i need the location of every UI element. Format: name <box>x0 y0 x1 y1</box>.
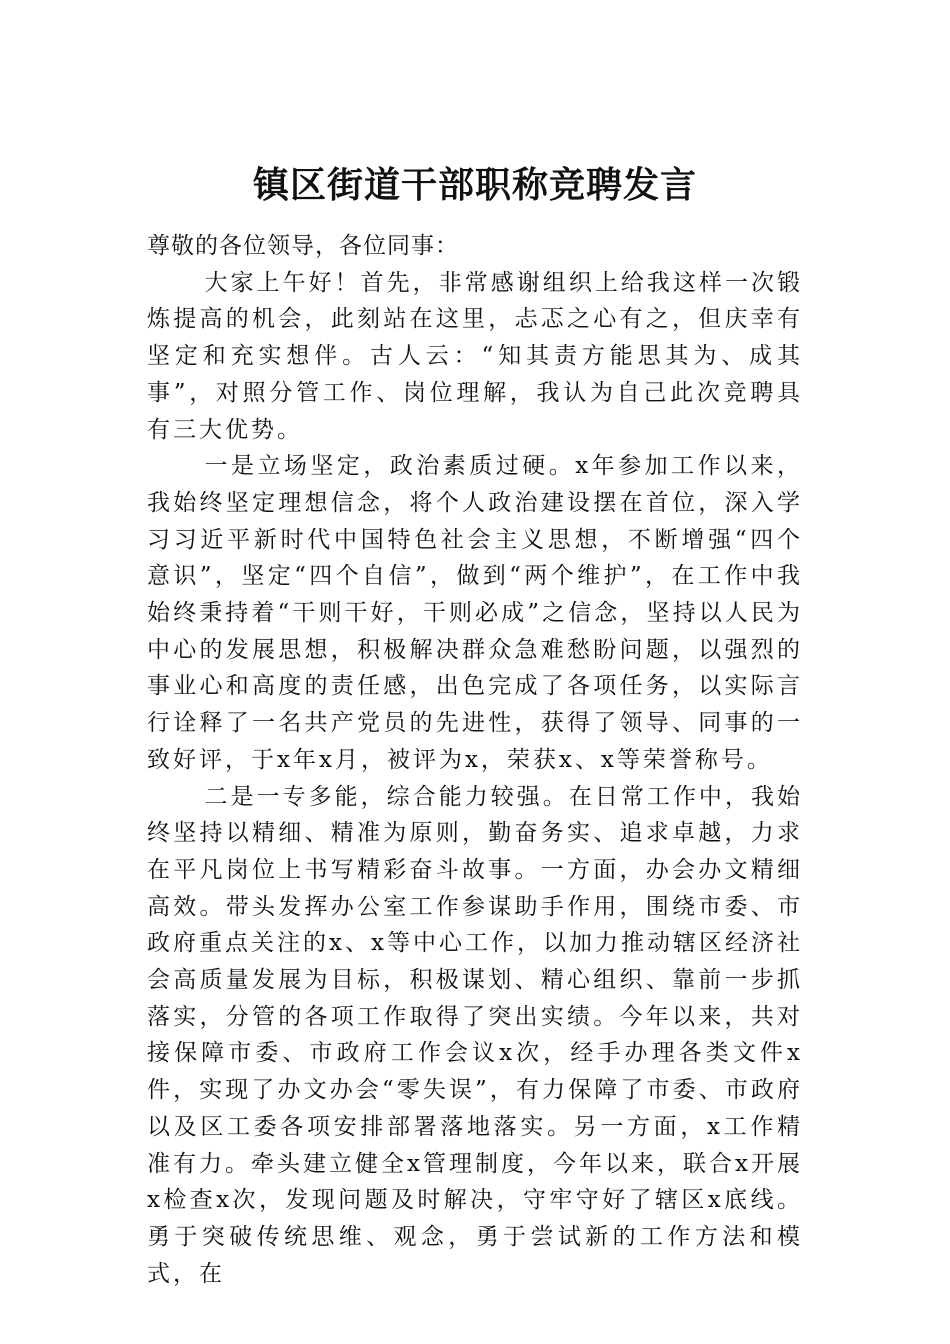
document-body <box>147 228 803 1292</box>
paragraph-political-quality: 一是立场坚定，政治素质过硬。x年参加工作以来，我始终坚定理想信念，将个人政治建设摆在首位，深入学习习近平新时代中国特色社会主义思想，不断增强“四个意识”，坚定“四个自信”，做到“两个维护”，在工作中我始终秉持着“干则干好，干则必成”之信念，坚持以人民为中心的发展思想，积极解决群众急难愁盼问题，以强烈的事业心和高度的责任感，出色完成了各项任务，以实际言行诠释了一名共产党员的先进性，获得了领导、同事的一致好评，于x年x月，被评为x，荣获x、x等荣誉称号。 <box>147 453 803 773</box>
paragraph-opening: 大家上午好！首先，非常感谢组织上给我这样一次锻炼提高的机会，此刻站在这里，忐忑之心有之，但庆幸有坚定和充实想伴。古人云：“知其责方能思其为、成其事”，对照分管工作、岗位理解，我认为自己此次竞聘具有三大优势。 <box>147 269 803 443</box>
document-title: 镇区街道干部职称竞聘发言 <box>252 164 697 206</box>
paragraph-comprehensive-ability: 二是一专多能，综合能力较强。在日常工作中，我始终坚持以精细、精准为原则，勤奋务实、追求卓越，力求在平凡岗位上书写精彩奋斗故事。一方面，办会办文精细高效。带头发挥办公室工作参谋助手作用，围绕市委、市政府重点关注的x、x等中心工作，以加力推动辖区经济社会高质量发展为目标，积极谋划、精心组织、靠前一步抓落实，分管的各项工作取得了突出实绩。今年以来，共对接保障市委、市政府工作会议x次，经手办理各类文件x件，实现了办文办会“零失误”，有力保障了市委、市政府以及区工委各项安排部署落地落实。另一方面，x工作精准有力。牵头建立健全x管理制度，今年以来，联合x开展x检查x次，发现问题及时解决，守牢守好了辖区x底线。勇于突破传统思维、观念，勇于尝试新的工作方法和模式，在 <box>147 783 803 1287</box>
salutation: 尊敬的各位领导，各位同事： <box>147 233 459 259</box>
